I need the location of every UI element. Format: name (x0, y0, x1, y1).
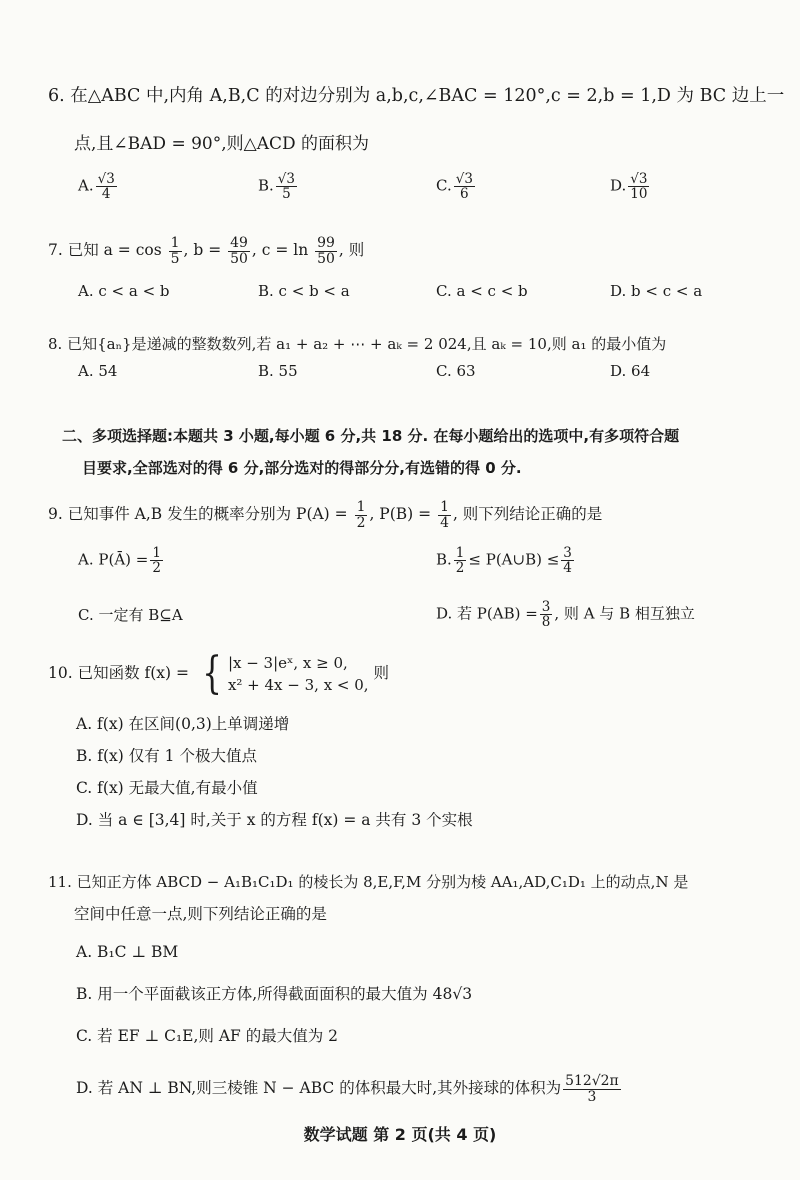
q8-option-b: B. 55 (258, 362, 298, 380)
q9-options-row1 (48, 546, 770, 594)
question-10 (48, 648, 770, 832)
q11-option-b: B. 用一个平面截该正方体,所得截面面积的最大值为 48√3 (76, 985, 473, 1003)
q11-stem-line1: 11. 已知正方体 ABCD − A₁B₁C₁D₁ 的棱长为 8,E,F,M 分别为棱 AA₁,AD,C₁D₁ 上的动点,N 是 (48, 873, 689, 891)
q7-option-d: D. b < c < a (610, 282, 703, 301)
q11-option-d: D. 若 AN ⊥ BN,则三棱锥 N − ABC 的体积最大时,其外接球的体积为 $\frac{512√2\pi}{3}$ (76, 1073, 619, 1105)
q6-options (48, 172, 770, 216)
section-2-line2: 目要求,全部选对的得 6 分,部分选对的得部分分,有选错的得 0 分. (82, 459, 522, 477)
question-6 (48, 82, 785, 216)
left-brace-icon: { (202, 648, 222, 699)
q10-case-1: |x − 3|eˣ, x ≥ 0, (227, 654, 348, 672)
q10-option-c: C. f(x) 无最大值,有最小值 (76, 779, 258, 797)
q6-stem-line1: 6. 在△ABC 中,内角 A,B,C 的对边分别为 a,b,c,∠BAC = 120°,c = 2,b = 1,D 为 BC 边上一 (48, 86, 785, 106)
question-7 (48, 236, 770, 312)
q9-stem: 9. 已知事件 A,B 发生的概率分别为 P(A) = $\frac{1}{2}$ , P(B) = $\frac{1}{4}$ , 则下列结论正确的是 (48, 499, 603, 531)
q8-option-c: C. 63 (436, 362, 476, 380)
q6-option-a: A. $\frac{√3}{4}$ (78, 171, 115, 203)
question-8 (48, 330, 770, 392)
q9-option-c: C. 一定有 B⊆A (78, 606, 183, 625)
q9-option-b: B. $\frac{1}{2}$ ≤ P(A∪B) ≤ $\frac{3}{4}$ (436, 545, 572, 577)
q6-option-d: D. $\frac{√3}{10}$ (610, 171, 648, 203)
section-2-line1: 二、多项选择题:本题共 3 小题,每小题 6 分,共 18 分. 在每小题给出的选项中,有多项符合题 (62, 427, 680, 445)
q10-stem: 10. 已知函数 f(x) = { |x − 3|eˣ, x ≥ 0, x² + 4x − 3, x < 0, 则 (48, 648, 390, 699)
q11-option-c: C. 若 EF ⊥ C₁E,则 AF 的最大值为 2 (76, 1027, 338, 1045)
q8-options (48, 362, 770, 392)
q9-option-d: D. 若 P(AB) = $\frac{3}{8}$ , 则 A 与 B 相互独立 (436, 599, 695, 631)
q6-option-c: C. $\frac{√3}{6}$ (436, 171, 473, 203)
q7-option-b: B. c < b < a (258, 282, 350, 301)
q10-option-d: D. 当 a ∈ [3,4] 时,关于 x 的方程 f(x) = a 共有 3 个实根 (76, 811, 473, 829)
q8-stem: 8. 已知{aₙ}是递减的整数数列,若 a₁ + a₂ + ⋯ + aₖ = 2 024,且 aₖ = 10,则 a₁ 的最小值为 (48, 335, 667, 353)
page-footer: 数学试题 第 2 页(共 4 页) (303, 1125, 497, 1144)
question-9 (48, 500, 770, 640)
q7-option-a: A. c < a < b (78, 282, 170, 301)
q7-option-c: C. a < c < b (436, 282, 528, 301)
q6-option-b: B. $\frac{√3}{5}$ (258, 171, 295, 203)
q8-option-a: A. 54 (78, 362, 118, 380)
q9-options-row2 (48, 599, 770, 640)
q6-stem-line2: 点,且∠BAD = 90°,则△ACD 的面积为 (74, 134, 370, 154)
q10-option-b: B. f(x) 仅有 1 个极大值点 (76, 747, 257, 765)
q11-stem-line2: 空间中任意一点,则下列结论正确的是 (74, 905, 327, 923)
q10-option-a: A. f(x) 在区间(0,3)上单调递增 (76, 715, 290, 733)
section-2-instructions (62, 420, 770, 484)
q10-case-2: x² + 4x − 3, x < 0, (227, 676, 369, 694)
q7-options (48, 282, 770, 312)
q9-option-a: A. P(Ā) = $\frac{1}{2}$ (78, 545, 161, 577)
q8-option-d: D. 64 (610, 362, 651, 380)
q11-option-a: A. B₁C ⊥ BM (76, 943, 179, 961)
question-11 (48, 868, 770, 1104)
q7-stem: 7. 已知 a = cos $\frac{1}{5}$ , b = $\frac{49}{50}$ , c = ln $\frac{99}{50}$ , 则 (48, 235, 365, 267)
